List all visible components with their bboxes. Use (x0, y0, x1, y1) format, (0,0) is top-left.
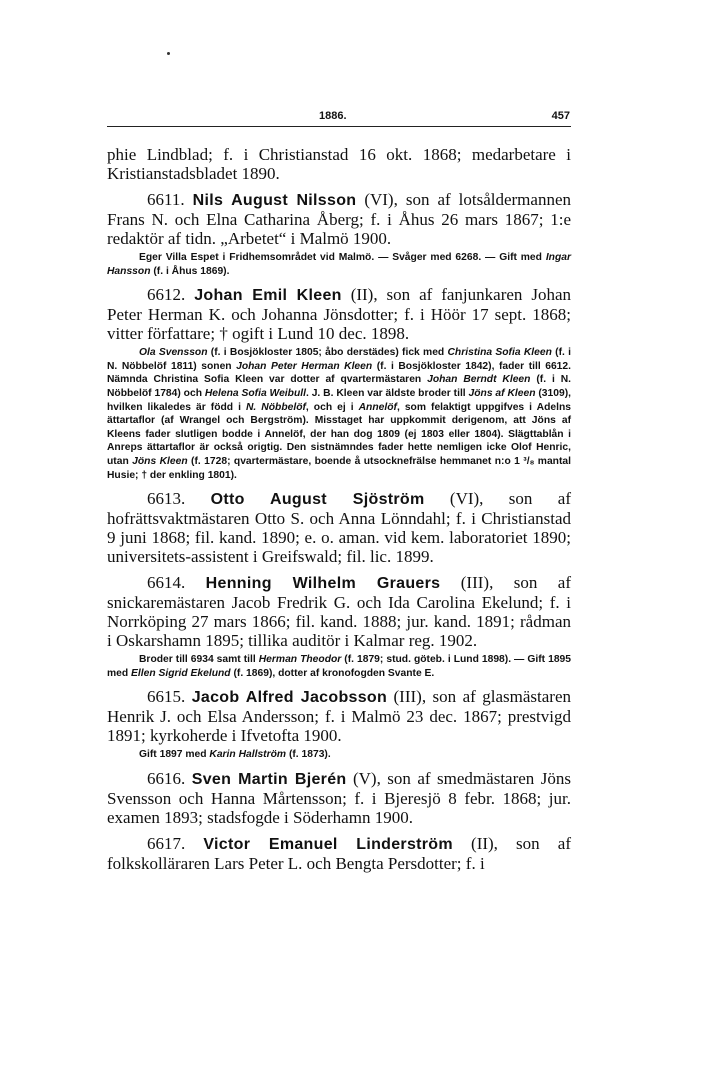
footnote-text: . J. B. Kleen var äldste broder till (305, 387, 469, 399)
biography-entry (107, 285, 571, 482)
footnote-italic-name: Ingar Hansson (107, 252, 571, 277)
entry-paragraph (107, 687, 571, 745)
entry-paragraph (107, 769, 571, 827)
footnote-text: (f. 1869), dotter af kronofogden Svante E. (230, 667, 435, 679)
entry-number: 6613. (147, 489, 211, 509)
page-content (107, 145, 571, 873)
footnote-text: Gift 1897 med (139, 749, 210, 761)
entry-text: (VI), son af hofrättsvaktmästaren Otto S. och Anna Lönndahl; f. i Christianstad 9 juni 1868; fil. kand. 1890; e. o. aman. vid kem. laboratoriet 1890; universitets-assistent i Greifswald; fil. lic. 1899. (107, 489, 572, 567)
entry-number: 6614. (147, 573, 206, 593)
entry-person-name: Jacob Alfred Jacobsson (191, 689, 388, 707)
entry-paragraph (107, 489, 571, 566)
footnote-text: (f. 1879; stud. göteb. i Lund 1898). — Gift 1895 med (107, 654, 571, 679)
entry-paragraph (107, 190, 571, 248)
footnote-italic-name: Annelöf (358, 401, 397, 413)
footnote-italic-name: Herman Theodor (258, 654, 342, 666)
footnote-italic-name: Jöns Kleen (132, 455, 188, 467)
continued-paragraph: phie Lindblad; f. i Christianstad 16 okt. 1868; medarbetare i Kristianstadsbladet 1890. (107, 145, 571, 183)
stray-ink-dot (167, 52, 170, 55)
entry-text: (III), son af glasmästaren Henrik J. och Elsa Andersson; f. i Malmö 23 dec. 1867; prestvigd 1891; kyrkoherde i Ifvetofta 1900. (107, 687, 571, 746)
entry-paragraph (107, 285, 571, 343)
footnote-italic-name: N. Nöbbelöf (245, 401, 306, 413)
footnote-italic-name: Helena Sofia Weibull (204, 387, 306, 399)
footnote-italic-name: Ola Svensson (139, 347, 208, 359)
biography-entry (107, 769, 571, 827)
entry-text: (VI), son af lotsåldermannen Frans N. och Elna Catharina Åberg; f. i Åhus 26 mars 1867; 1:e redaktör af tidn. „Arbetet“ i Malmö 1900. (107, 190, 572, 248)
entry-footnote (107, 346, 571, 482)
entry-person-name: Victor Emanuel Linderström (203, 835, 453, 853)
entry-text: (II), son af folkskolläraren Lars Peter L. och Bengta Persdotter; f. i (107, 833, 571, 873)
entry-paragraph (107, 573, 571, 650)
biography-entries (107, 190, 571, 873)
footnote-italic-name: Karin Hallström (209, 749, 287, 761)
footnote-italic-name: Christina Sofia Kleen (447, 347, 552, 359)
footnote-italic-name: Johan Peter Herman Kleen (236, 360, 373, 372)
entry-person-name: Johan Emil Kleen (194, 287, 342, 305)
page-number: 457 (551, 110, 570, 122)
entry-number: 6615. (147, 687, 192, 707)
footnote-text: (3109), hvilken likaledes är född i (107, 387, 571, 413)
footnote-text: Eger Villa Espet i Fridhemsområdet vid Malmö. — Svåger med 6268. — Gift med (139, 252, 546, 263)
footnote-text: (f. i Bosjökloster 1842), fader till 6612. Nämnda Christina Sofia Kleen var dotter af qvartermästaren (107, 360, 571, 386)
entry-number: 6617. (147, 833, 204, 853)
footnote-text: (f. i Åhus 1869). (150, 265, 230, 277)
book-page (107, 108, 571, 873)
biography-entry (107, 687, 571, 762)
entry-person-name: Henning Wilhelm Grauers (205, 575, 441, 593)
footnote-text: Broder till 6934 samt till (139, 654, 259, 666)
biography-entry (107, 190, 571, 278)
footnote-text: (f. 1728; qvartermästare, boende å utsocknefrälse hemmanet n:o 1 ³/₈ mantal Husie; † der enkling 1801). (107, 455, 571, 481)
footnote-text: (f. i N. Nöbbelöf 1784) och (107, 374, 571, 399)
entry-text: (V), son af smedmästaren Jöns Svensson och Hanna Mårtensson; f. i Bjeresjö 8 febr. 1868; jur. examen 1893; stadsfogde i Söderhamn 1900. (107, 768, 571, 827)
entry-person-name: Nils August Nilsson (192, 192, 357, 209)
biography-entry (107, 573, 571, 680)
entry-footnote (107, 653, 571, 680)
entry-number: 6616. (147, 768, 192, 788)
header-year: 1886. (319, 110, 347, 122)
footnote-text: , och ej i (305, 401, 359, 413)
entry-footnote (107, 748, 571, 762)
footnote-italic-name: Jöns af Kleen (468, 387, 536, 399)
entry-paragraph (107, 834, 571, 873)
biography-entry (107, 834, 571, 873)
footnote-text: (f. 1873). (286, 749, 331, 761)
entry-person-name: Otto August Sjöström (210, 491, 425, 509)
entry-person-name: Sven Martin Bjerén (191, 770, 347, 788)
footnote-text: (f. i N. Nöbbelöf 1811) sonen (107, 347, 571, 372)
footnote-text: , som felaktigt uppgifves i Adelns ättartaflor (af Wrangel och Bergström). Misstaget har uppkommit derigenom, att Jöns af Kleens fader slutligen bodde i Annelöf, der han dog 1809 (ej 1803 eller 1804). Slägttablån i Anreps ättartaflor är också origtig. Den sistnämndes fader hette nemligen icke Olof Henric, utan (107, 401, 571, 467)
footnote-italic-name: Johan Berndt Kleen (427, 374, 531, 386)
running-header (107, 108, 571, 127)
entry-text: (II), son af fanjunkaren Johan Peter Herman K. och Johanna Jönsdotter; f. i Höör 17 sept. 1868; vitter författare; † ogift i Lund 10 dec. 1898. (107, 285, 572, 344)
entry-footnote (107, 251, 571, 278)
biography-entry (107, 489, 571, 566)
entry-text: (III), son af snickaremästaren Jacob Fredrik G. och Ida Carolina Ekelund; f. i Norrköping 27 mars 1866; fil. kand. 1888; jur. kand. 1891; rådman i Oskarshamn 1895; tillika auditör i Kalmar reg. 1902. (107, 573, 571, 651)
entry-number: 6612. (147, 285, 195, 305)
footnote-italic-name: Ellen Sigrid Ekelund (131, 667, 231, 679)
footnote-text: (f. i Bosjökloster 1805; åbo derstädes) fick med (207, 347, 448, 359)
entry-number: 6611. (147, 190, 193, 209)
